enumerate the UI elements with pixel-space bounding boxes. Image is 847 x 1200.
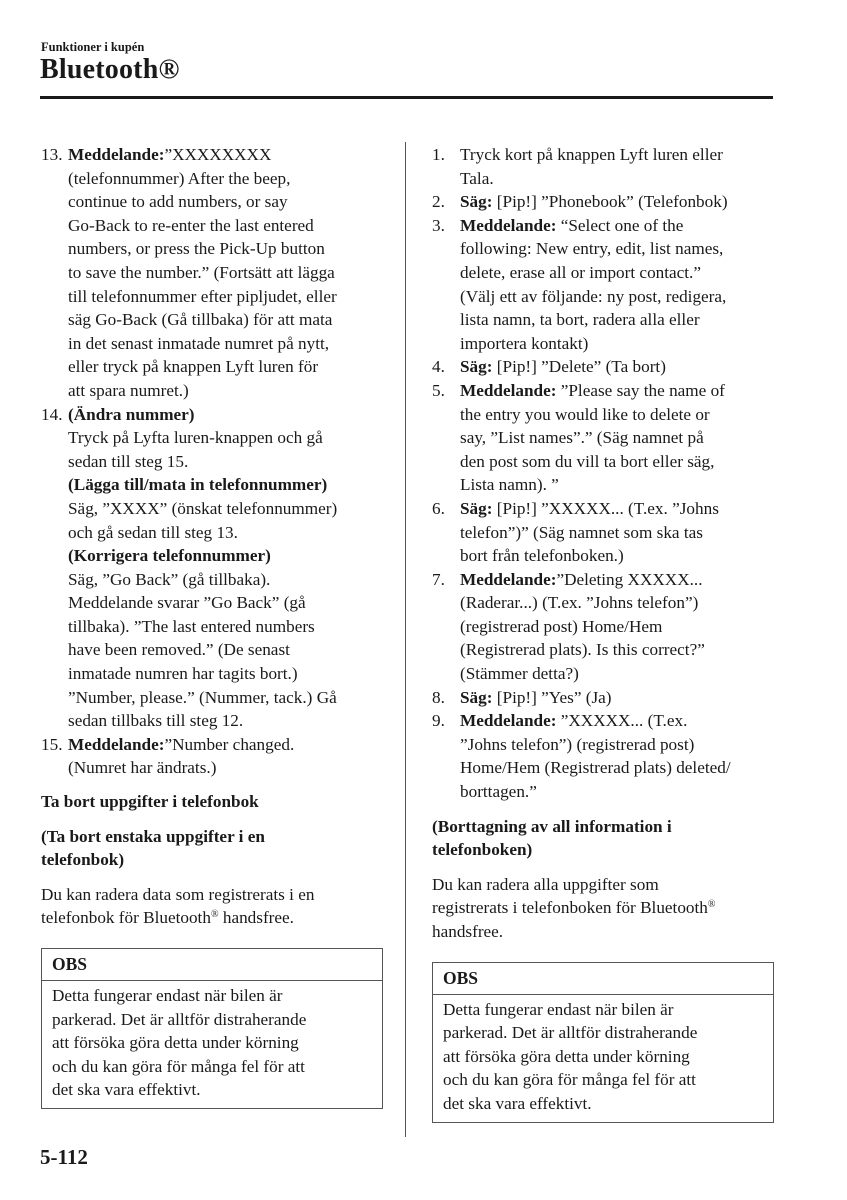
step-1 <box>432 143 774 190</box>
note-body <box>433 995 773 1122</box>
step-number: 8. <box>432 687 445 707</box>
step-text <box>460 214 774 356</box>
step-line: eller tryck på knappen Lyft luren för <box>68 357 319 377</box>
step-number: 4. <box>432 357 445 377</box>
step-first-line: [Pip!] ”XXXXX... (T.ex. ”Johns <box>492 498 719 518</box>
step-line: den post som du vill ta bort eller säg, <box>460 451 715 471</box>
step-text <box>460 190 774 214</box>
step-line: (telefonnummer) After the beep, <box>68 168 291 188</box>
step-text <box>460 686 774 710</box>
step-text <box>68 403 383 733</box>
registered-mark: ® <box>210 909 219 921</box>
step-line: following: New entry, edit, list names, <box>460 239 724 259</box>
step-label: Säg: <box>460 192 493 212</box>
step-line: in det senast inmatade numret på nytt, <box>68 333 330 353</box>
step-text <box>460 709 774 803</box>
intro-paragraph <box>432 873 774 944</box>
note-box <box>432 962 774 1123</box>
paragraph-line: registrerats i telefonboken för Bluetooth <box>432 898 708 918</box>
step-first-line: ”Please say the name of <box>556 380 725 400</box>
step-first-line: ”Number changed. <box>164 734 295 754</box>
step-first-line: Tryck kort på knappen Lyft luren eller <box>460 145 723 164</box>
step-first-line: [Pip!] ”Yes” (Ja) <box>492 687 612 707</box>
step-text <box>460 143 774 190</box>
step-text <box>460 568 774 686</box>
step-13 <box>41 143 383 403</box>
note-title: OBS <box>42 949 382 981</box>
step-text <box>460 497 774 568</box>
step-line: sedan till steg 15. <box>68 451 189 471</box>
step-line: Tala. <box>460 168 494 188</box>
step-first-line: ”XXXXX... (T.ex. <box>556 711 688 731</box>
step-label: Säg: <box>460 498 493 518</box>
step-number: 3. <box>432 215 445 235</box>
step-7 <box>432 568 774 686</box>
step-line: Lista namn). ” <box>460 475 559 495</box>
step-label: Meddelande: <box>460 380 557 400</box>
step-number: 1. <box>432 145 445 164</box>
page-number: 5-112 <box>40 1145 88 1169</box>
step-line: Säg, ”Go Back” (gå tillbaka). <box>68 569 271 589</box>
step-number: 5. <box>432 380 445 400</box>
heading-line: (Ta bort enstaka uppgifter i en <box>41 826 265 846</box>
step-text <box>68 733 383 780</box>
note-line: Detta fungerar endast när bilen är <box>443 999 674 1019</box>
step-line: numbers, or press the Pick-Up button <box>68 239 325 259</box>
chapter-label: Funktioner i kupén <box>41 40 145 54</box>
heading-line: telefonbok) <box>41 850 125 870</box>
option-heading-correct-number: (Korrigera telefonnummer) <box>68 546 271 566</box>
step-line: Säg, ”XXXX” (önskat telefonnummer) <box>68 498 338 518</box>
step-line: to save the number.” (Fortsätt att lägga <box>68 262 335 282</box>
step-line: tillbaka). ”The last entered numbers <box>68 616 315 636</box>
step-8 <box>432 686 774 710</box>
step-text <box>460 355 774 379</box>
step-9 <box>432 709 774 803</box>
step-label: Meddelande: <box>460 215 557 235</box>
paragraph-line: handsfree. <box>218 908 294 928</box>
right-column <box>432 143 774 1123</box>
step-line: lista namn, ta bort, radera alla eller <box>460 310 700 330</box>
heading-line: telefonboken) <box>432 840 533 860</box>
step-line: have been removed.” (De senast <box>68 640 290 660</box>
note-title: OBS <box>433 963 773 995</box>
option-heading-change-number: (Ändra nummer) <box>68 404 195 424</box>
registered-mark: ® <box>707 899 716 911</box>
step-first-line: ”XXXXXXXX <box>164 145 272 164</box>
column-divider <box>405 142 406 1137</box>
step-line: ”Number, please.” (Nummer, tack.) Gå <box>68 687 337 707</box>
step-2 <box>432 190 774 214</box>
step-6 <box>432 497 774 568</box>
note-line: och du kan göra för många fel för att <box>443 1070 696 1090</box>
step-number: 13. <box>41 145 63 164</box>
section-heading: Ta bort uppgifter i telefonbok <box>41 792 259 812</box>
step-line: (registrerad post) Home/Hem <box>460 616 663 636</box>
note-body <box>42 981 382 1108</box>
step-number: 15. <box>41 734 63 754</box>
step-line: delete, erase all or import contact.” <box>460 262 701 282</box>
option-heading-add-number: (Lägga till/mata in telefonnummer) <box>68 475 328 495</box>
paragraph-line: Du kan radera alla uppgifter som <box>432 874 659 894</box>
step-label: Meddelande: <box>68 145 165 164</box>
paragraph-line: Du kan radera data som registrerats i en <box>41 884 315 904</box>
step-line: Home/Hem (Registrerad plats) deleted/ <box>460 758 731 778</box>
step-first-line: [Pip!] ”Delete” (Ta bort) <box>492 357 666 377</box>
step-line: (Numret har ändrats.) <box>68 758 217 778</box>
step-line: Tryck på Lyfta luren-knappen och gå <box>68 428 323 448</box>
step-text <box>68 143 383 403</box>
step-label: Meddelande: <box>460 569 557 589</box>
step-line: Go-Back to re-enter the last entered <box>68 215 314 235</box>
note-line: och du kan göra för många fel för att <box>52 1056 305 1076</box>
step-line: (Stämmer detta?) <box>460 664 579 684</box>
step-line: sedan tillbaks till steg 12. <box>68 711 244 731</box>
step-line: att spara numret.) <box>68 380 189 400</box>
step-line: ”Johns telefon”) (registrerad post) <box>460 734 695 754</box>
paragraph-line: handsfree. <box>432 922 504 941</box>
step-5 <box>432 379 774 497</box>
step-line: (Raderar...) (T.ex. ”Johns telefon”) <box>460 593 699 613</box>
step-line: say, ”List names”.” (Säg namnet på <box>460 428 704 448</box>
step-number: 14. <box>41 404 63 424</box>
note-line: att försöka göra detta under körning <box>52 1033 299 1053</box>
step-label: Meddelande: <box>460 711 557 731</box>
note-line: parkerad. Det är alltför distraherande <box>443 1023 698 1043</box>
step-line: borttagen.” <box>460 782 537 802</box>
heading-line: (Borttagning av all information i <box>432 816 672 836</box>
left-column <box>41 143 383 1109</box>
step-line: inmatade numren har tagits bort.) <box>68 664 298 684</box>
step-first-line: ”Deleting XXXXX... <box>556 569 703 589</box>
step-first-line: [Pip!] ”Phonebook” (Telefonbok) <box>492 192 728 212</box>
step-number: 7. <box>432 569 445 589</box>
step-line: till telefonnummer efter pipljudet, eller <box>68 286 337 306</box>
step-label: Säg: <box>460 687 493 707</box>
step-line: continue to add numbers, or say <box>68 192 288 212</box>
step-number: 6. <box>432 498 445 518</box>
step-3 <box>432 214 774 356</box>
step-line: bort från telefonboken.) <box>460 546 624 566</box>
step-line: och gå sedan till steg 13. <box>68 522 238 542</box>
step-first-line: “Select one of the <box>556 215 684 235</box>
step-line: telefon”)” (Säg namnet som ska tas <box>460 522 703 542</box>
header-rule <box>40 96 773 99</box>
note-line: det ska vara effektivt. <box>52 1080 201 1100</box>
paragraph-line: telefonbok för Bluetooth <box>41 908 211 928</box>
step-label: Säg: <box>460 357 493 377</box>
step-label: Meddelande: <box>68 734 165 754</box>
step-number: 2. <box>432 192 445 212</box>
step-line: (Registrerad plats). Is this correct?” <box>460 640 705 660</box>
step-4 <box>432 355 774 379</box>
intro-paragraph <box>41 883 383 930</box>
subsection-heading <box>41 825 383 872</box>
page-title: Bluetooth® <box>40 54 180 85</box>
step-line: Meddelande svarar ”Go Back” (gå <box>68 593 306 613</box>
step-text <box>460 379 774 497</box>
step-15 <box>41 733 383 780</box>
step-line: the entry you would like to delete or <box>460 404 710 424</box>
step-line: (Välj ett av följande: ny post, redigera, <box>460 286 727 306</box>
note-line: parkerad. Det är alltför distraherande <box>52 1009 307 1029</box>
note-box <box>41 948 383 1109</box>
note-line: att försöka göra detta under körning <box>443 1046 690 1066</box>
note-line: Detta fungerar endast när bilen är <box>52 986 283 1005</box>
step-line: säg Go-Back (Gå tillbaka) för att mata <box>68 310 333 330</box>
note-line: det ska vara effektivt. <box>443 1093 592 1113</box>
step-number: 9. <box>432 711 445 731</box>
step-14 <box>41 403 383 733</box>
step-line: importera kontakt) <box>460 333 589 353</box>
subsection-heading <box>432 815 774 862</box>
